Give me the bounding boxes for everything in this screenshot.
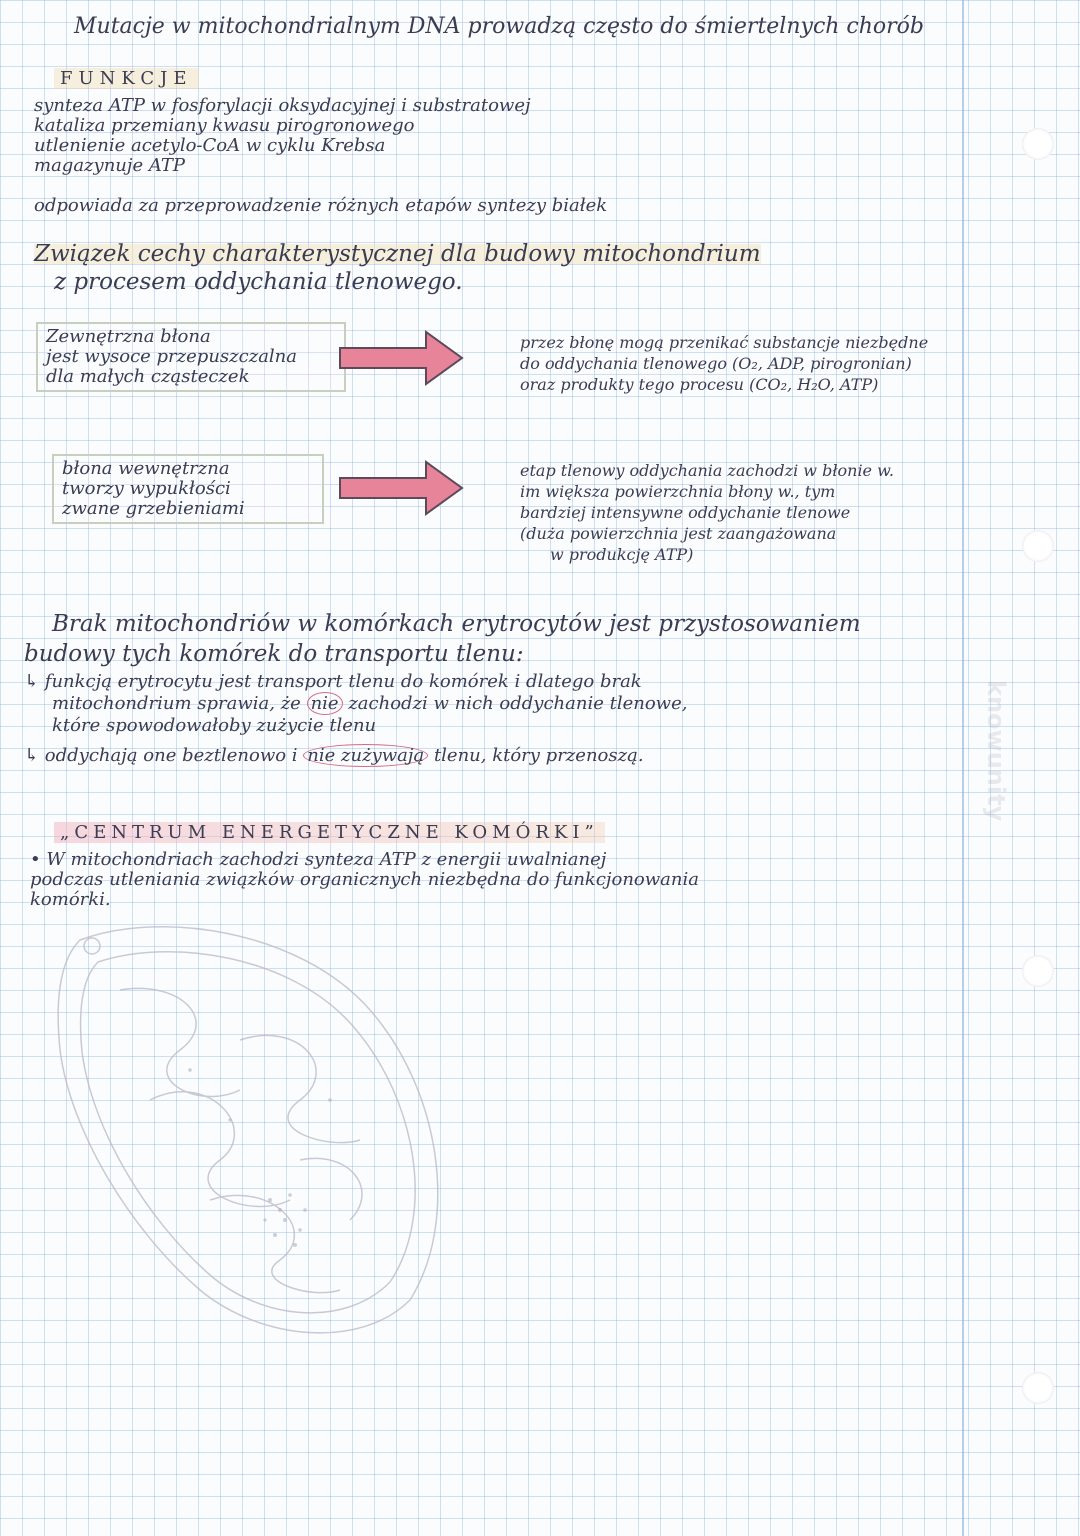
explanation-line: przez błonę mogą przenikać substancje niezbędne xyxy=(520,333,929,352)
function-item: synteza ATP w fosforylacji oksydacyjnej i substratowej xyxy=(34,95,531,116)
erythrocytes-point: które spowodowałoby zużycie tlenu xyxy=(52,715,377,736)
erythrocytes-point: ↳ funkcją erytrocytu jest transport tlenu do komórek i dlatego brak xyxy=(24,671,642,692)
punch-hole xyxy=(1022,128,1054,160)
energy-line: • W mitochondriach zachodzi synteza ATP z energii uwalnianej xyxy=(30,849,607,870)
feature-box-inner-membrane xyxy=(52,454,324,524)
feature-line: błona wewnętrzna xyxy=(62,458,230,479)
erythrocytes-heading: budowy tych komórek do transportu tlenu: xyxy=(24,641,524,667)
punch-hole xyxy=(1022,1372,1054,1404)
circled-word: nie xyxy=(307,692,343,715)
explanation-line: w produkcję ATP) xyxy=(550,545,694,564)
margin-line xyxy=(962,0,964,1536)
energy-line: podczas utleniania związków organicznych niezbędna do funkcjonowania xyxy=(30,869,699,890)
erythrocytes-heading: Brak mitochondriów w komórkach erytrocytów jest przystosowaniem xyxy=(52,611,861,637)
feature-line: jest wysoce przepuszczalna xyxy=(46,346,298,367)
arrow-right-icon xyxy=(336,328,466,388)
feature-box-outer-membrane xyxy=(36,322,346,392)
explanation-line: oraz produkty tego procesu (CO₂, H₂O, ATP) xyxy=(520,375,879,394)
punch-hole xyxy=(1022,530,1054,562)
explanation-outer-membrane xyxy=(520,332,928,395)
functions-heading: FUNKCJE xyxy=(54,68,199,89)
function-item: magazynuje ATP xyxy=(34,155,185,176)
explanation-inner-membrane xyxy=(520,460,894,565)
feature-line: Zewnętrzna błona xyxy=(46,326,211,347)
explanation-line: im większa powierzchnia błony w., tym xyxy=(520,482,836,501)
relation-heading: Związek cechy charakterystycznej dla budowy mitochondrium xyxy=(34,241,761,267)
feature-line: dla małych cząsteczek xyxy=(46,366,250,387)
energy-line: komórki. xyxy=(30,889,111,910)
erythrocytes-point: mitochondrium sprawia, że nie zachodzi w nich oddychanie tlenowe, xyxy=(52,693,688,714)
watermark: knowunity xyxy=(982,680,1010,822)
mitochondrion-sketch xyxy=(40,900,500,1360)
function-item: utlenienie acetylo-CoA w cyklu Krebsa xyxy=(34,135,386,156)
explanation-line: etap tlenowy oddychania zachodzi w błonie w. xyxy=(520,461,894,480)
circled-word: nie zużywają xyxy=(303,744,428,767)
feature-line: zwane grzebieniami xyxy=(62,498,245,519)
explanation-line: do oddychania tlenowego (O₂, ADP, pirogronian) xyxy=(520,354,912,373)
page-title: Mutacje w mitochondrialnym DNA prowadzą często do śmiertelnych chorób xyxy=(74,14,925,39)
relation-heading: z procesem oddychania tlenowego. xyxy=(54,269,463,295)
feature-line: tworzy wypukłości xyxy=(62,478,231,499)
erythrocytes-point: ↳ oddychają one beztlenowo i nie zużywają tlenu, który przenoszą. xyxy=(24,745,644,766)
explanation-line: (duża powierzchnia jest zaangażowana xyxy=(520,524,837,543)
arrow-right-icon xyxy=(336,458,466,518)
energy-heading: „CENTRUM ENERGETYCZNE KOMÓRKI” xyxy=(54,822,605,843)
punch-hole xyxy=(1022,955,1054,987)
function-item: kataliza przemiany kwasu pirogronowego xyxy=(34,115,415,136)
function-item: odpowiada za przeprowadzenie różnych etapów syntezy białek xyxy=(34,195,608,216)
explanation-line: bardziej intensywne oddychanie tlenowe xyxy=(520,503,851,522)
